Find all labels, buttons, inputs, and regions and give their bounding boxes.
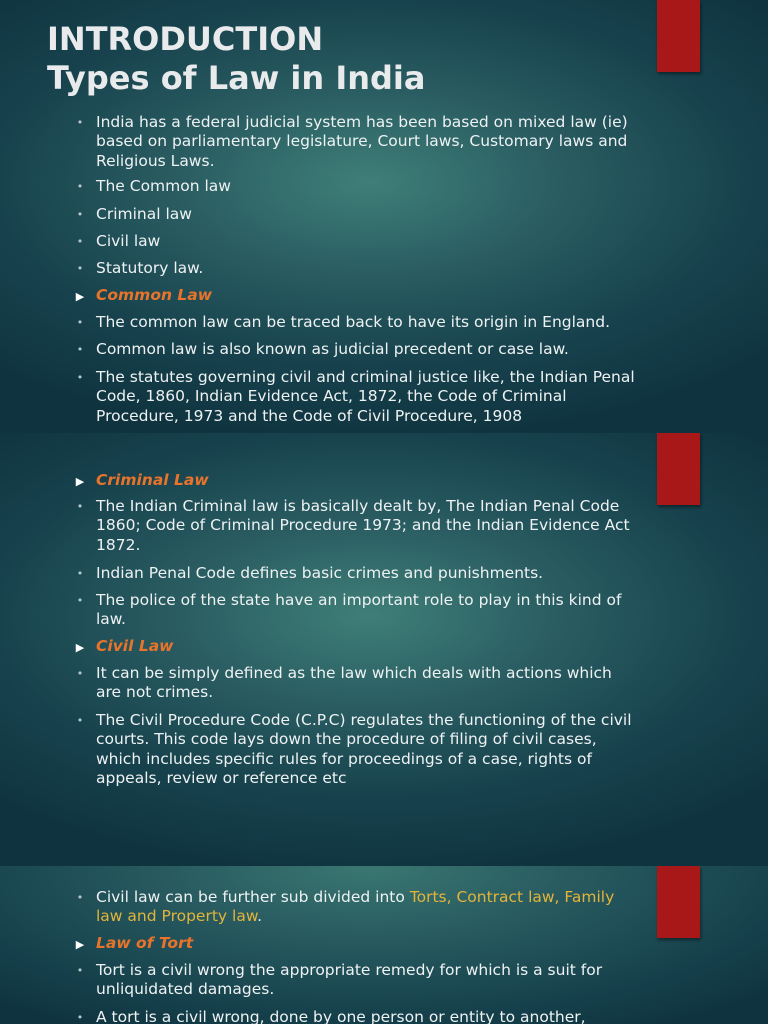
item-text-end: . (257, 907, 263, 926)
arrow-bullet-icon: ▶ (75, 641, 85, 654)
item-text: The Civil Procedure Code (C.P.C) regulates the functioning of the civil courts. This code lays down the procedure of filing of civil cases, which includes specific rules for proceedings of a case, rights of appeals, review or reference etc (96, 711, 632, 788)
item-text: Statutory law. (96, 259, 204, 277)
item-text: Civil law can be further sub divided into (96, 888, 410, 906)
arrow-bullet-icon: ▶ (75, 290, 85, 303)
slide-3 (0, 866, 768, 1024)
red-accent-tab (657, 0, 700, 72)
item-text: India has a federal judicial system has been based on mixed law (ie) based on parliamentary legislature, Court laws, Customary laws and Religious Laws. (96, 113, 628, 170)
bullet-dot-icon: • (76, 316, 84, 329)
bullet-dot-icon: • (76, 594, 84, 607)
item-text: The police of the state have an important role to play in this kind of law. (96, 591, 622, 629)
section-heading (75, 471, 636, 490)
bullet-dot-icon: • (76, 891, 84, 904)
highlighted-text: Torts, Contract law, Family law and Property law (96, 888, 615, 926)
list-item (76, 177, 636, 196)
bullet-dot-icon: • (76, 964, 84, 977)
bullet-dot-icon: • (76, 714, 84, 727)
bullet-dot-icon: • (76, 235, 84, 248)
item-text: Indian Penal Code defines basic crimes and punishments. (96, 564, 544, 582)
item-text: It can be simply defined as the law which deals with actions which are not crimes. (96, 664, 612, 702)
bullet-dot-icon: • (76, 208, 84, 221)
list-item (76, 340, 636, 359)
item-text: Civil law (96, 232, 161, 250)
list-item (76, 113, 636, 171)
list-item (76, 368, 636, 426)
list-item (76, 1008, 636, 1024)
bullet-dot-icon: • (76, 500, 84, 513)
list-item (76, 564, 636, 583)
bullet-dot-icon: • (76, 667, 84, 680)
slide-title (47, 20, 425, 98)
title-line-1: INTRODUCTION (47, 20, 324, 58)
bullet-dot-icon: • (76, 180, 84, 193)
item-text: The common law can be traced back to have its origin in England. (96, 313, 611, 331)
heading-text: Criminal Law (96, 471, 209, 489)
item-text: Criminal law (96, 205, 192, 223)
section-heading (75, 286, 636, 305)
title-line-2: Types of Law in India (47, 59, 426, 97)
slide-2 (0, 433, 768, 866)
list-item (76, 591, 636, 630)
item-text: The statutes governing civil and criminal justice like, the Indian Penal Code, 1860, Indian Evidence Act, 1872, the Code of Criminal Procedure, 1973 and the Code of Civil Procedure, 1908 (96, 368, 635, 425)
list-item (76, 888, 636, 927)
item-text: The Common law (96, 177, 231, 195)
red-accent-tab (657, 433, 700, 505)
list-item (76, 961, 636, 1000)
item-text: Common law is also known as judicial precedent or case law. (96, 340, 569, 358)
list-item (76, 497, 636, 555)
bullet-dot-icon: • (76, 567, 84, 580)
bullet-dot-icon: • (76, 116, 84, 129)
bullet-dot-icon: • (76, 343, 84, 356)
list-item (76, 232, 636, 251)
heading-text: Civil Law (96, 637, 174, 655)
heading-text: Law of Tort (96, 934, 194, 952)
bullet-dot-icon: • (76, 1011, 84, 1024)
item-text: The Indian Criminal law is basically dealt by, The Indian Penal Code 1860; Code of Criminal Procedure 1973; and the Indian Evidence Act 1872. (96, 497, 630, 554)
section-heading (75, 637, 636, 656)
list-item (76, 205, 636, 224)
item-text: Tort is a civil wrong the appropriate remedy for which is a suit for unliquidated damages. (96, 961, 603, 999)
red-accent-tab (657, 866, 700, 938)
list-item (76, 711, 636, 789)
bullet-dot-icon: • (76, 262, 84, 275)
list-item (76, 664, 636, 703)
list-item (76, 259, 636, 278)
list-item (76, 313, 636, 332)
heading-text: Common Law (96, 286, 213, 304)
slide-1 (0, 0, 768, 433)
item-text: A tort is a civil wrong, done by one person or entity to another, (96, 1008, 586, 1024)
section-heading (75, 934, 636, 953)
bullet-dot-icon: • (76, 371, 84, 384)
arrow-bullet-icon: ▶ (75, 475, 85, 488)
arrow-bullet-icon: ▶ (75, 938, 85, 951)
